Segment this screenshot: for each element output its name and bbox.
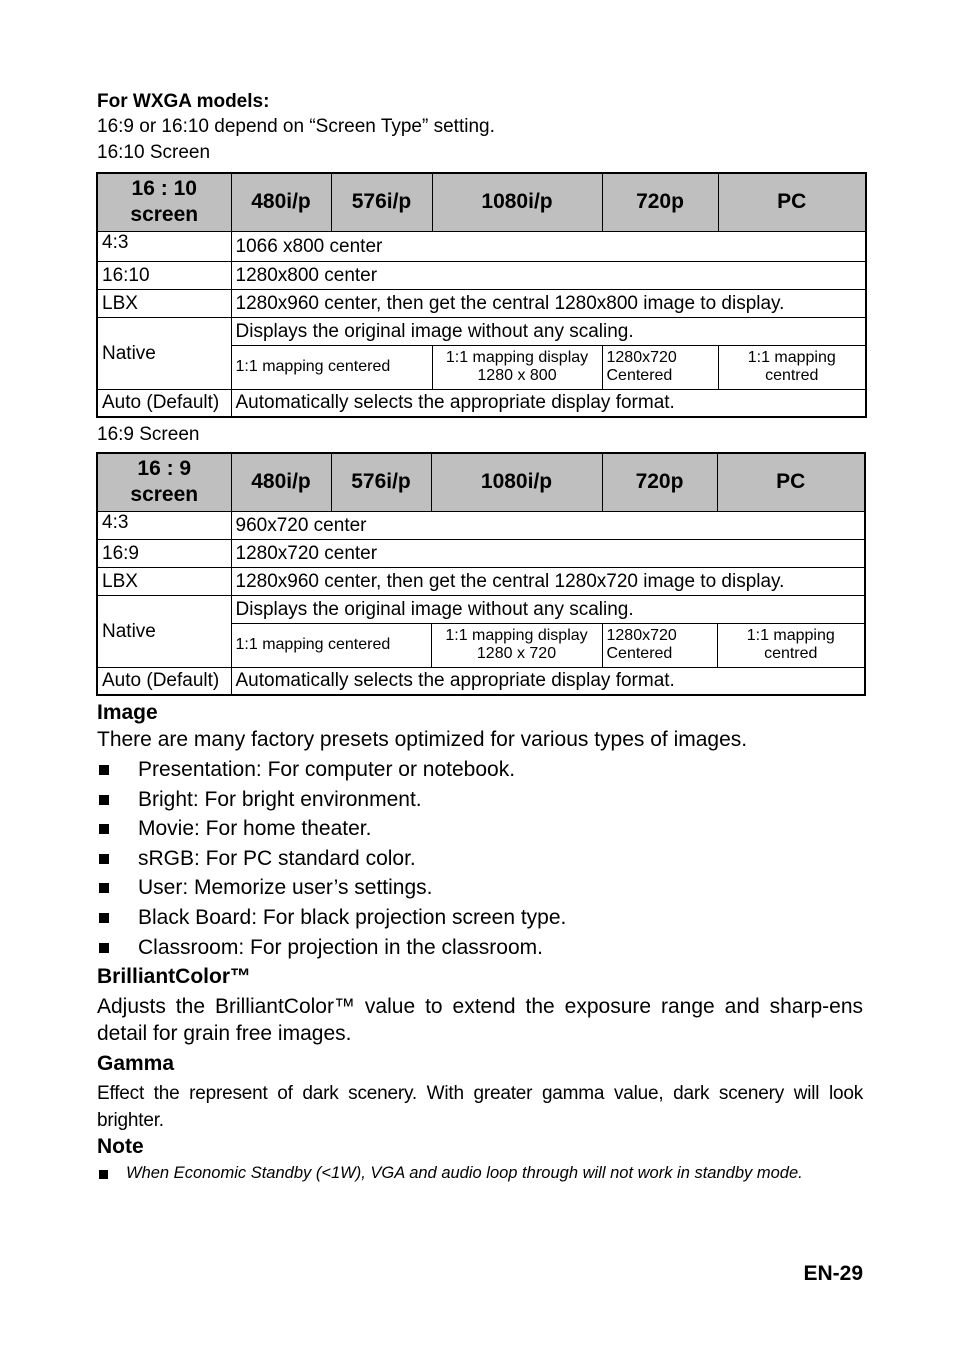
table-row: [97, 261, 866, 289]
row-value: 1066 x800 center: [231, 231, 866, 261]
header-cell: 720p: [602, 453, 717, 511]
list-item: Movie: For home theater.: [97, 814, 566, 844]
table-row: [97, 231, 866, 261]
list-item: User: Memorize user’s settings.: [97, 873, 566, 903]
list-item: sRGB: For PC standard color.: [97, 844, 566, 874]
table-row: [97, 389, 866, 417]
header-cell: 1080i/p: [431, 453, 602, 511]
table-row: [97, 667, 865, 695]
row-value: Automatically selects the appropriate display format.: [231, 389, 866, 417]
row-value: 1280x720 center: [231, 539, 865, 567]
table-row: [97, 595, 865, 623]
row-value: 960x720 center: [231, 511, 865, 539]
image-intro: There are many factory presets optimized for various types of images.: [97, 728, 748, 751]
native-cell: 1:1 mapping centred: [717, 623, 865, 667]
table-row: [97, 317, 866, 345]
header-cell: 480i/p: [231, 453, 331, 511]
bullet-square-icon: [99, 765, 109, 775]
gamma-heading: Gamma: [97, 1052, 175, 1075]
row-value: 1280x800 center: [231, 261, 866, 289]
header-cell: PC: [717, 453, 865, 511]
row-label: Auto (Default): [97, 389, 231, 417]
native-cell: 1:1 mapping display 1280 x 720: [431, 623, 602, 667]
header-cell: 576i/p: [331, 173, 432, 231]
row-label: 4:3: [97, 511, 231, 539]
note-item: [97, 1163, 867, 1185]
header-cell: 16 : 9 screen: [97, 453, 231, 511]
table-header-row: [97, 453, 865, 511]
table-row: [97, 511, 865, 539]
list-item: Classroom: For projection in the classroom.: [97, 933, 566, 963]
table-caption-16-9: 16:9 Screen: [97, 424, 200, 445]
image-heading: Image: [97, 701, 158, 724]
header-cell: 480i/p: [231, 173, 331, 231]
row-label: LBX: [97, 289, 231, 317]
list-item: Black Board: For black projection screen type.: [97, 903, 566, 933]
table-16-9-screen: [96, 452, 866, 696]
row-value: 1280x960 center, then get the central 1280x720 image to display.: [231, 567, 865, 595]
header-cell: 1080i/p: [432, 173, 602, 231]
native-cell: 1:1 mapping centered: [231, 345, 432, 389]
section-heading-wxga: For WXGA models:: [97, 91, 270, 112]
row-label: Auto (Default): [97, 667, 231, 695]
brilliantcolor-heading: BrilliantColor™: [97, 965, 252, 988]
brilliantcolor-text: Adjusts the BrilliantColor™ value to extend the exposure range and sharp-ens detail for grain free images.: [97, 995, 863, 1045]
bullet-square-icon: [99, 913, 109, 923]
row-label: Native: [97, 595, 231, 667]
native-cell: 1:1 mapping centred: [718, 345, 866, 389]
row-label: 4:3: [97, 231, 231, 261]
header-cell: 16 : 10 screen: [97, 173, 231, 231]
image-preset-list: [97, 755, 566, 962]
bullet-square-icon: [99, 824, 109, 834]
table-row: [97, 539, 865, 567]
note-text: When Economic Standby (<1W), VGA and audio loop through will not work in standby mode.: [126, 1164, 803, 1182]
row-value: Displays the original image without any scaling.: [231, 595, 865, 623]
table-caption-16-10: 16:10 Screen: [97, 142, 211, 163]
gamma-text: Effect the represent of dark scenery. With greater gamma value, dark scenery will look brighter.: [97, 1083, 863, 1131]
page-number: EN-29: [803, 1262, 863, 1285]
list-item: Bright: For bright environment.: [97, 785, 566, 815]
table-row: [97, 567, 865, 595]
intro-line: 16:9 or 16:10 depend on “Screen Type” setting.: [97, 116, 495, 137]
table-header-row: [97, 173, 866, 231]
native-cell: 1:1 mapping display 1280 x 800: [432, 345, 602, 389]
row-label: 16:10: [97, 261, 231, 289]
table-row: [97, 289, 866, 317]
header-cell: PC: [718, 173, 866, 231]
table-16-10-screen: [96, 172, 867, 418]
header-cell: 720p: [602, 173, 718, 231]
bullet-square-icon: [99, 795, 109, 805]
header-cell: 576i/p: [331, 453, 431, 511]
row-label: LBX: [97, 567, 231, 595]
row-label: 16:9: [97, 539, 231, 567]
row-value: Displays the original image without any scaling.: [231, 317, 866, 345]
native-cell: 1:1 mapping centered: [231, 623, 431, 667]
row-label: Native: [97, 317, 231, 389]
note-heading: Note: [97, 1135, 144, 1158]
bullet-square-icon: [99, 943, 109, 953]
row-value: 1280x960 center, then get the central 1280x800 image to display.: [231, 289, 866, 317]
native-cell: 1280x720 Centered: [602, 623, 717, 667]
bullet-square-icon: [99, 854, 109, 864]
row-value: Automatically selects the appropriate display format.: [231, 667, 865, 695]
native-cell: 1280x720 Centered: [602, 345, 718, 389]
list-item: Presentation: For computer or notebook.: [97, 755, 566, 785]
bullet-square-icon: [99, 1170, 108, 1179]
bullet-square-icon: [99, 883, 109, 893]
